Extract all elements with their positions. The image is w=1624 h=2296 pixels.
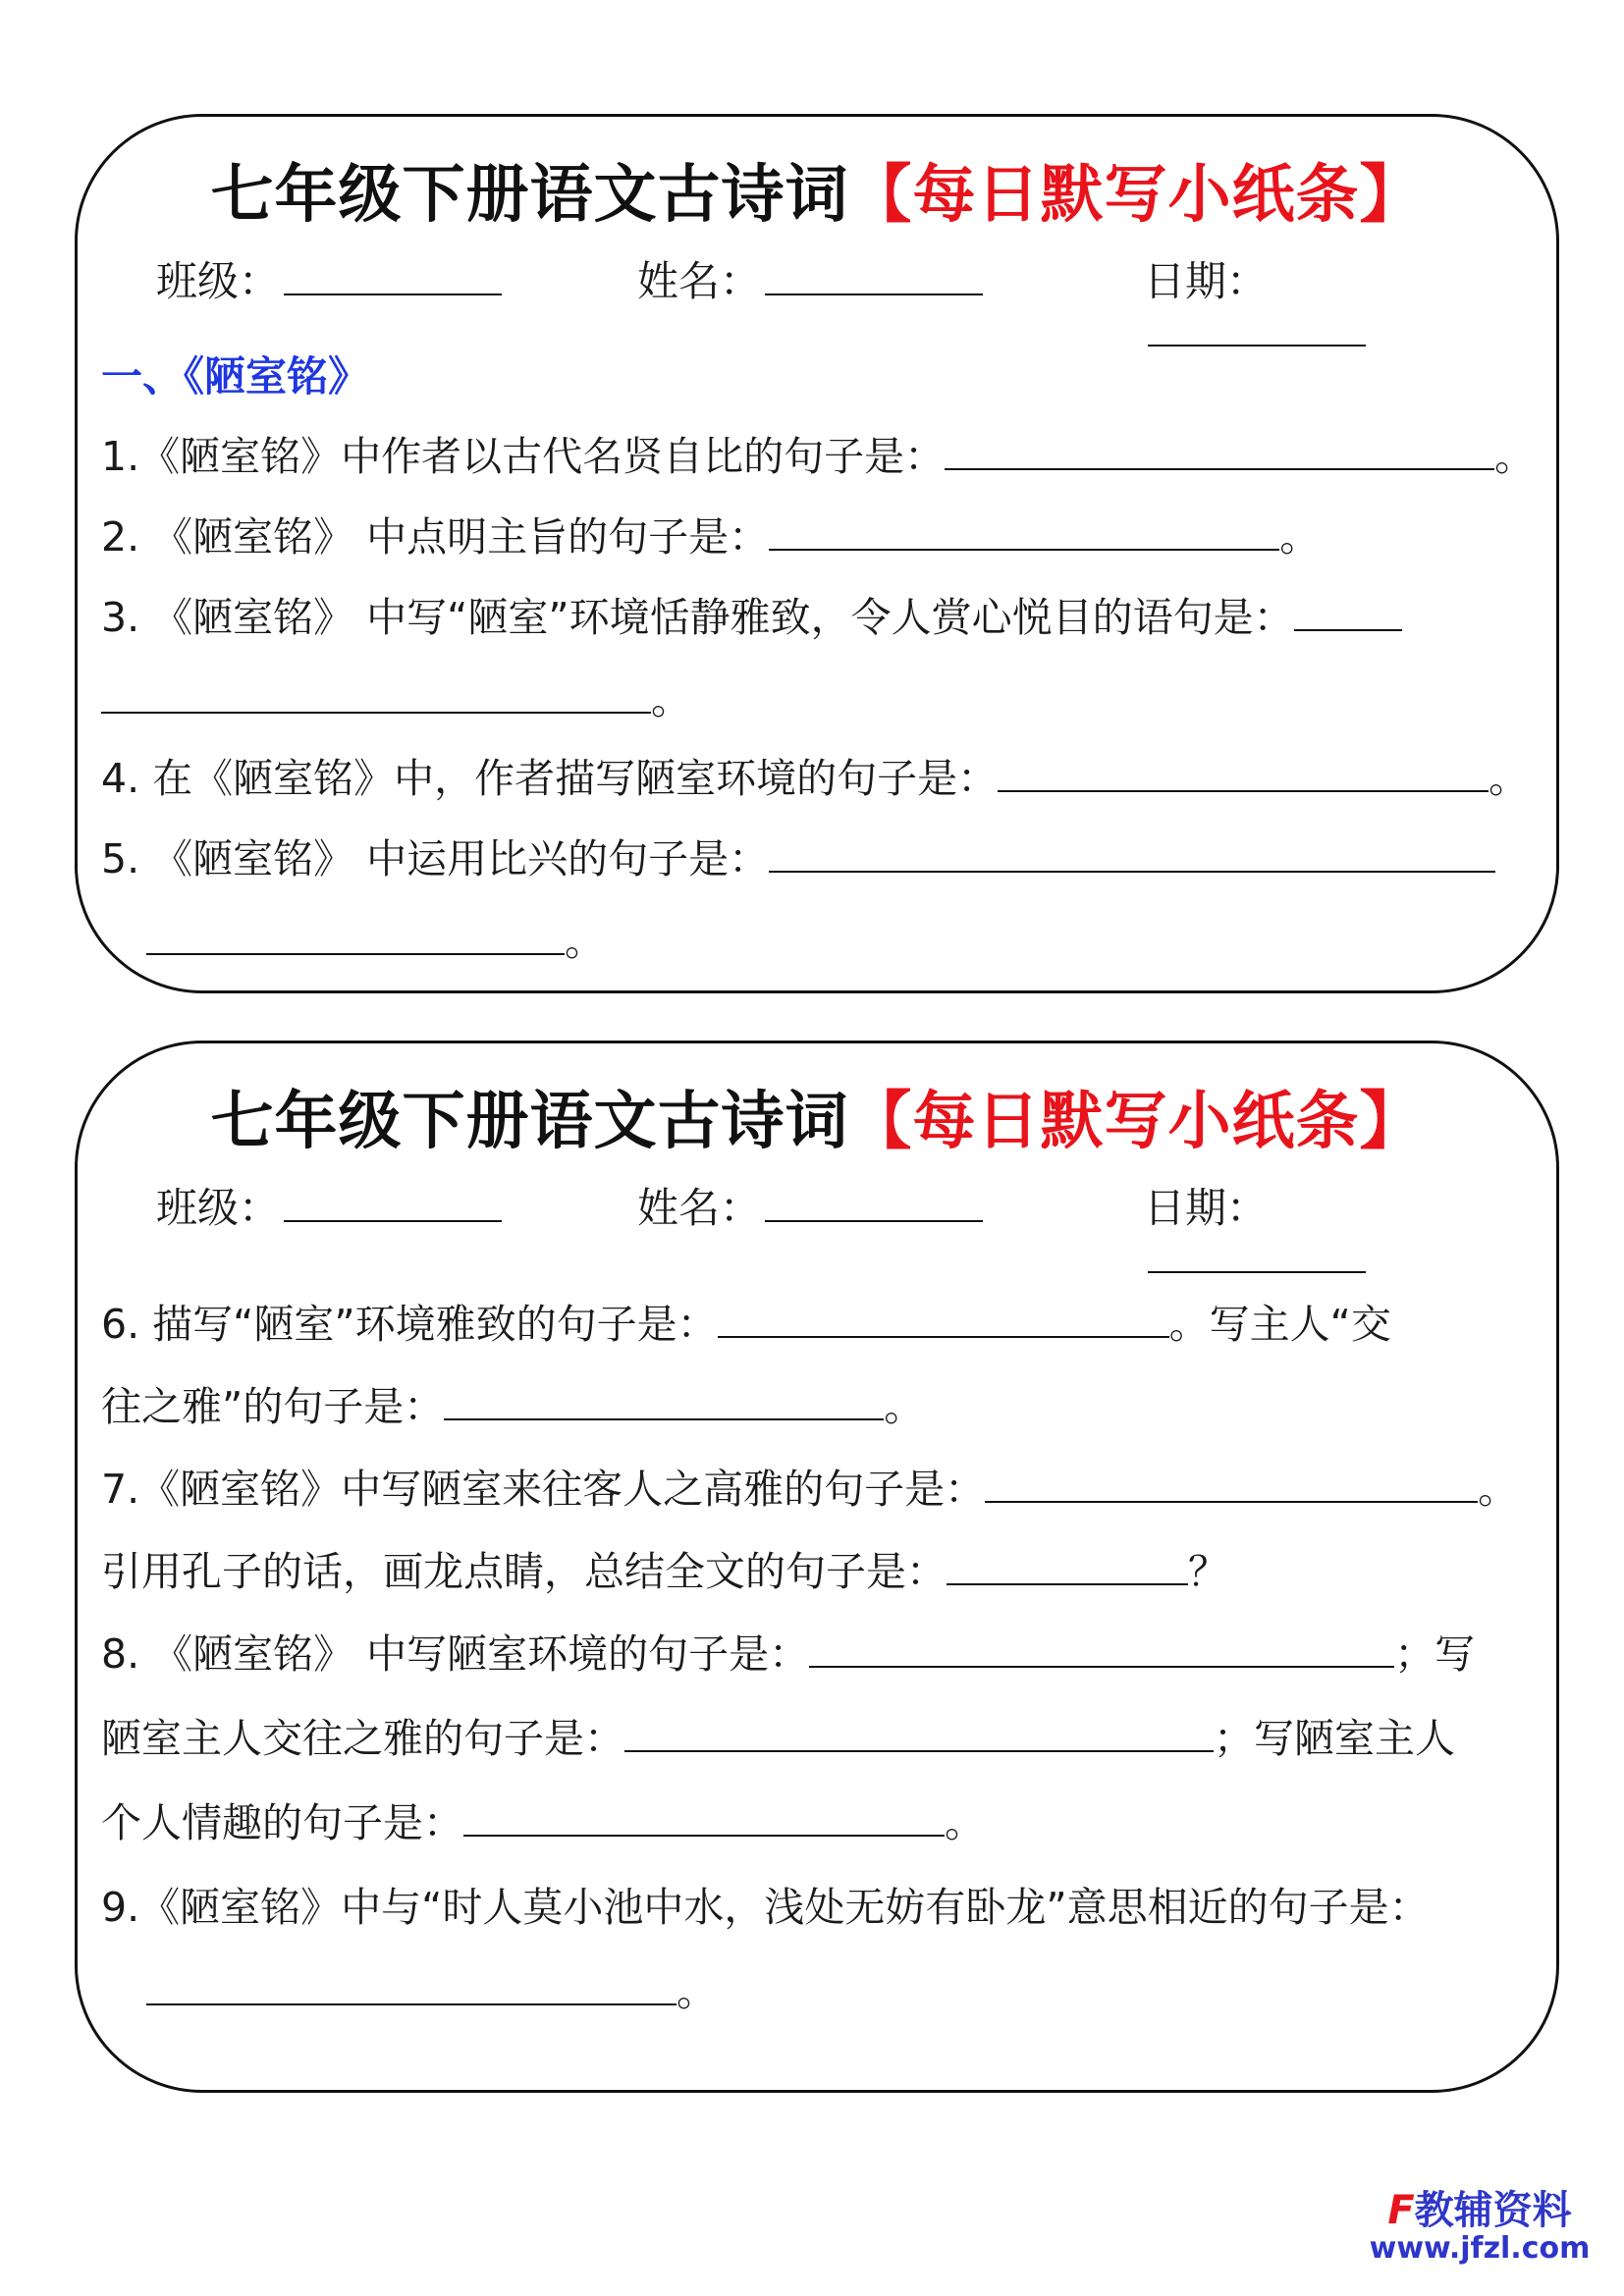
name-field xyxy=(637,249,983,308)
answer-blank[interactable] xyxy=(947,1546,1188,1585)
question-end: 。 xyxy=(1489,755,1530,802)
answer-blank[interactable] xyxy=(444,1381,884,1420)
question-text: 3. 《陋室铭》 中写“陋室”环境恬静雅致，令人赏心悦目的语句是： xyxy=(101,594,1294,641)
brand-mark-icon: F xyxy=(1387,2188,1415,2233)
question-3 xyxy=(101,590,1529,645)
question-9-continued xyxy=(146,1964,1529,2019)
question-end: 。 xyxy=(565,918,605,965)
title-main: 七年级下册语文古诗词 xyxy=(210,1086,849,1158)
question-text: 4. 在《陋室铭》中，作者描写陋室环境的句子是： xyxy=(101,755,999,802)
answer-blank[interactable] xyxy=(945,431,1494,470)
question-1 xyxy=(101,429,1536,484)
answer-blank[interactable] xyxy=(809,1629,1394,1668)
brand-url: www.jfzl.com xyxy=(1369,2231,1591,2266)
question-end: ？ xyxy=(1188,1548,1228,1595)
question-text: 5. 《陋室铭》 中运用比兴的句子是： xyxy=(101,835,770,882)
question-6-continued xyxy=(101,1379,1529,1434)
brand-watermark xyxy=(1367,2189,1593,2266)
name-label: 姓名： xyxy=(637,257,762,305)
answer-blank[interactable] xyxy=(146,1966,677,2005)
card-title xyxy=(78,1071,1556,1161)
question-text: 2. 《陋室铭》 中点明主旨的句子是： xyxy=(101,513,770,561)
title-highlight: 【每日默写小纸条】 xyxy=(848,159,1424,232)
question-end: 。 xyxy=(677,1968,717,2015)
question-mid: 。写主人“交 xyxy=(1168,1301,1391,1348)
date-label: 日期： xyxy=(1144,257,1269,305)
answer-blank[interactable] xyxy=(769,833,1495,873)
question-8 xyxy=(101,1627,1529,1682)
name-blank[interactable] xyxy=(765,260,983,295)
question-5 xyxy=(101,831,1529,886)
question-2 xyxy=(101,509,1529,564)
worksheet-card-2 xyxy=(75,1041,1559,2093)
question-end: 。 xyxy=(945,1799,985,1846)
date-field xyxy=(1144,249,1488,356)
answer-blank[interactable] xyxy=(624,1713,1214,1752)
class-blank[interactable] xyxy=(284,260,502,295)
question-3-continued xyxy=(101,672,1529,727)
title-main: 七年级下册语文古诗词 xyxy=(210,159,849,232)
class-label: 班级： xyxy=(156,1184,281,1232)
class-field xyxy=(156,249,502,308)
question-8-final xyxy=(101,1795,1529,1850)
question-text: 8. 《陋室铭》 中写陋室环境的句子是： xyxy=(101,1630,810,1678)
card-title xyxy=(78,144,1556,235)
answer-blank[interactable] xyxy=(718,1299,1169,1338)
question-end: 。 xyxy=(1494,433,1536,480)
title-highlight: 【每日默写小纸条】 xyxy=(848,1086,1424,1158)
question-7-continued xyxy=(101,1544,1529,1599)
date-blank[interactable] xyxy=(1148,1238,1366,1273)
question-end: 。 xyxy=(1279,513,1321,561)
question-text: 1.《陋室铭》中作者以古代名贤自比的句子是： xyxy=(101,433,946,480)
question-text: 7.《陋室铭》中写陋室来往客人之高雅的句子是： xyxy=(101,1466,986,1513)
answer-blank[interactable] xyxy=(769,511,1279,551)
name-field xyxy=(637,1176,983,1235)
question-9 xyxy=(101,1880,1529,1935)
class-blank[interactable] xyxy=(284,1187,502,1222)
info-row xyxy=(146,1176,1488,1235)
question-text: 陋室主人交往之雅的句子是： xyxy=(101,1715,624,1762)
class-field xyxy=(156,1176,502,1235)
date-field xyxy=(1144,1176,1488,1283)
question-7 xyxy=(101,1462,1529,1517)
brand-logo xyxy=(1367,2189,1593,2232)
question-end: 。 xyxy=(884,1383,925,1430)
question-text: 引用孔子的话，画龙点睛，总结全文的句子是： xyxy=(101,1548,947,1595)
question-text: 9.《陋室铭》中与“时人莫小池中水，浅处无妨有卧龙”意思相近的句子是： xyxy=(101,1884,1430,1931)
question-end: 。 xyxy=(651,676,691,723)
question-text: 个人情趣的句子是： xyxy=(101,1799,463,1846)
brand-name: 教辅资料 xyxy=(1414,2188,1572,2233)
class-label: 班级： xyxy=(156,257,281,305)
info-row xyxy=(146,249,1488,308)
question-6 xyxy=(101,1297,1529,1352)
question-mid: ；写 xyxy=(1394,1630,1476,1678)
question-5-continued xyxy=(146,914,1529,969)
question-8-continued xyxy=(101,1711,1529,1766)
date-blank[interactable] xyxy=(1148,311,1366,347)
answer-blank[interactable] xyxy=(998,753,1489,792)
question-mid: ；写陋室主人 xyxy=(1214,1715,1455,1762)
name-label: 姓名： xyxy=(637,1184,762,1232)
question-text: 往之雅”的句子是： xyxy=(101,1383,445,1430)
answer-blank[interactable] xyxy=(1294,592,1402,631)
question-4 xyxy=(101,751,1529,806)
answer-blank[interactable] xyxy=(463,1797,945,1837)
question-end: 。 xyxy=(1478,1466,1519,1513)
name-blank[interactable] xyxy=(765,1187,983,1222)
question-text: 6. 描写“陋室”环境雅致的句子是： xyxy=(101,1301,718,1348)
answer-blank[interactable] xyxy=(101,674,651,714)
worksheet-card-1 xyxy=(75,114,1559,993)
answer-blank[interactable] xyxy=(985,1464,1478,1503)
date-label: 日期： xyxy=(1144,1184,1269,1232)
section-heading: 一、《陋室铭》 xyxy=(101,352,370,400)
answer-blank[interactable] xyxy=(146,916,565,955)
